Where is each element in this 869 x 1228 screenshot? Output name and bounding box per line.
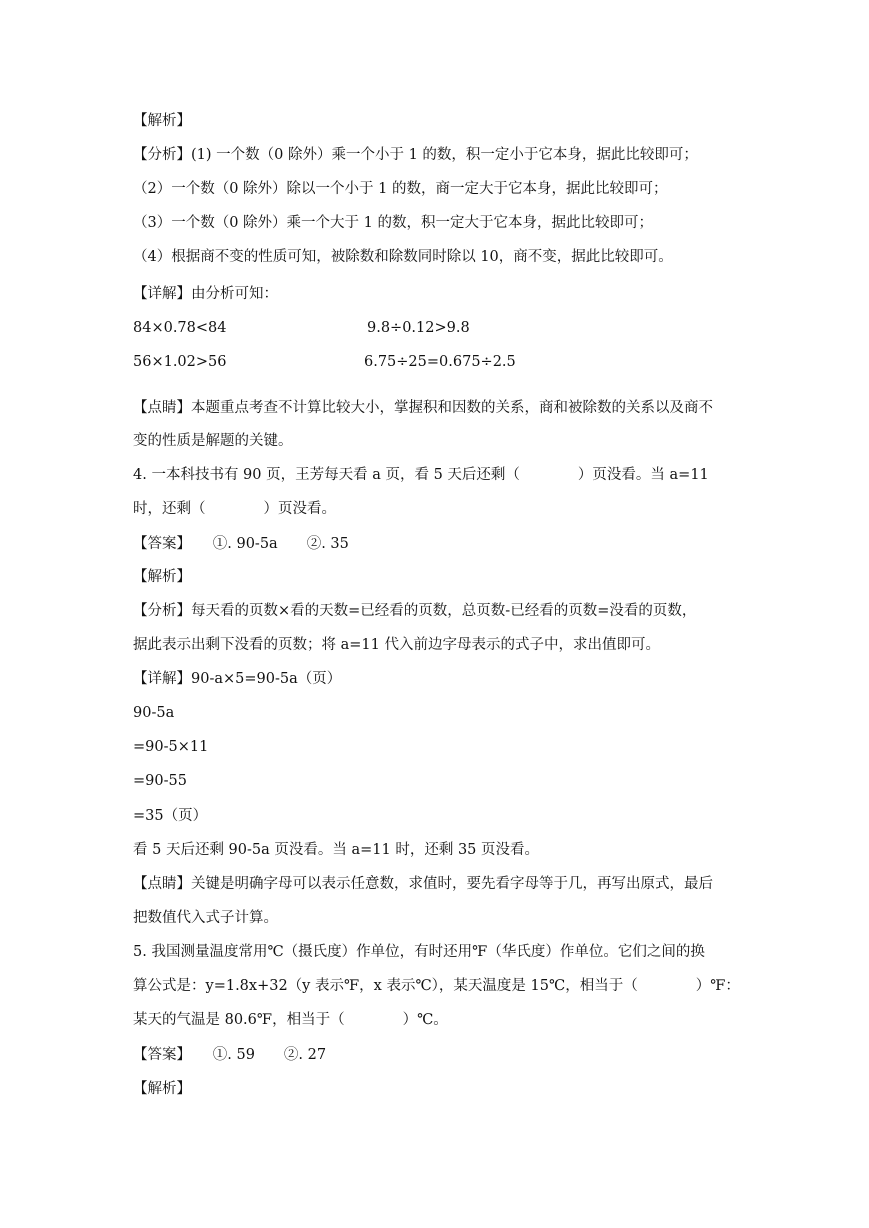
analysis-line: （4）根据商不变的性质可知，被除数和除数同时除以 10，商不变，据此比较即可。 [133, 249, 673, 265]
question-text: 4. 一本科技书有 90 页，王芳每天看 a 页，看 5 天后还剩（ ）页没看。当 a=11 [133, 467, 709, 483]
section-header-jiexi: 【解析】 [133, 569, 191, 585]
section-header-jiexi: 【解析】 [133, 1081, 191, 1097]
calc-step: 90-5a [133, 705, 175, 721]
detail-header: 【详解】90-a×5=90-5a（页） [133, 671, 342, 687]
answer-line: 【答案】 ①. 90-5a ②. 35 [133, 536, 349, 552]
question-text: 5. 我国测量温度常用℃（摄氏度）作单位，有时还用℉（华氏度）作单位。它们之间的换 [133, 944, 705, 960]
analysis-line: 【分析】每天看的页数×看的天数=已经看的页数，总页数-已经看的页数=没看的页数， [133, 603, 697, 619]
section-header-jiexi: 【解析】 [133, 113, 191, 129]
calc-step: =90-55 [133, 773, 187, 789]
analysis-line: （3）一个数（0 除外）乘一个大于 1 的数，积一定大于它本身，据此比较即可； [133, 215, 654, 231]
question-text: 算公式是：y=1.8x+32（y 表示℉，x 表示℃），某天温度是 15℃，相当于（ ）℉： [133, 978, 740, 994]
question-text: 某天的气温是 80.6℉，相当于（ ）℃。 [133, 1012, 448, 1028]
comparison-right-1: 9.8÷0.12>9.8 [367, 320, 470, 336]
conclusion-line: 看 5 天后还剩 90-5a 页没看。当 a=11 时，还剩 35 页没看。 [133, 842, 540, 858]
key-point-line: 【点睛】关键是明确字母可以表示任意数，求值时，要先看字母等于几，再写出原式，最后 [133, 876, 713, 892]
answer-line: 【答案】 ①. 59 ②. 27 [133, 1047, 327, 1063]
comparison-left-1: 84×0.78<84 [133, 320, 227, 336]
calc-step: =35（页） [133, 808, 208, 824]
comparison-right-2: 6.75÷25=0.675÷2.5 [364, 354, 516, 370]
detail-header: 【详解】由分析可知： [133, 286, 278, 302]
comparison-left-2: 56×1.02>56 [133, 354, 227, 370]
key-point-line: 把数值代入式子计算。 [133, 910, 278, 926]
question-text: 时，还剩（ ）页没看。 [133, 501, 336, 517]
analysis-line: 据此表示出剩下没看的页数；将 a=11 代入前边字母表示的式子中，求出值即可。 [133, 637, 660, 653]
analysis-line: （2）一个数（0 除外）除以一个小于 1 的数，商一定大于它本身，据此比较即可； [133, 181, 668, 197]
analysis-line: 【分析】(1) 一个数（0 除外）乘一个小于 1 的数，积一定小于它本身，据此比较即可； [133, 147, 698, 163]
calc-step: =90-5×11 [133, 739, 209, 755]
key-point-line: 【点睛】本题重点考查不计算比较大小，掌握积和因数的关系，商和被除数的关系以及商不 [133, 400, 713, 416]
key-point-line: 变的性质是解题的关键。 [133, 433, 293, 449]
